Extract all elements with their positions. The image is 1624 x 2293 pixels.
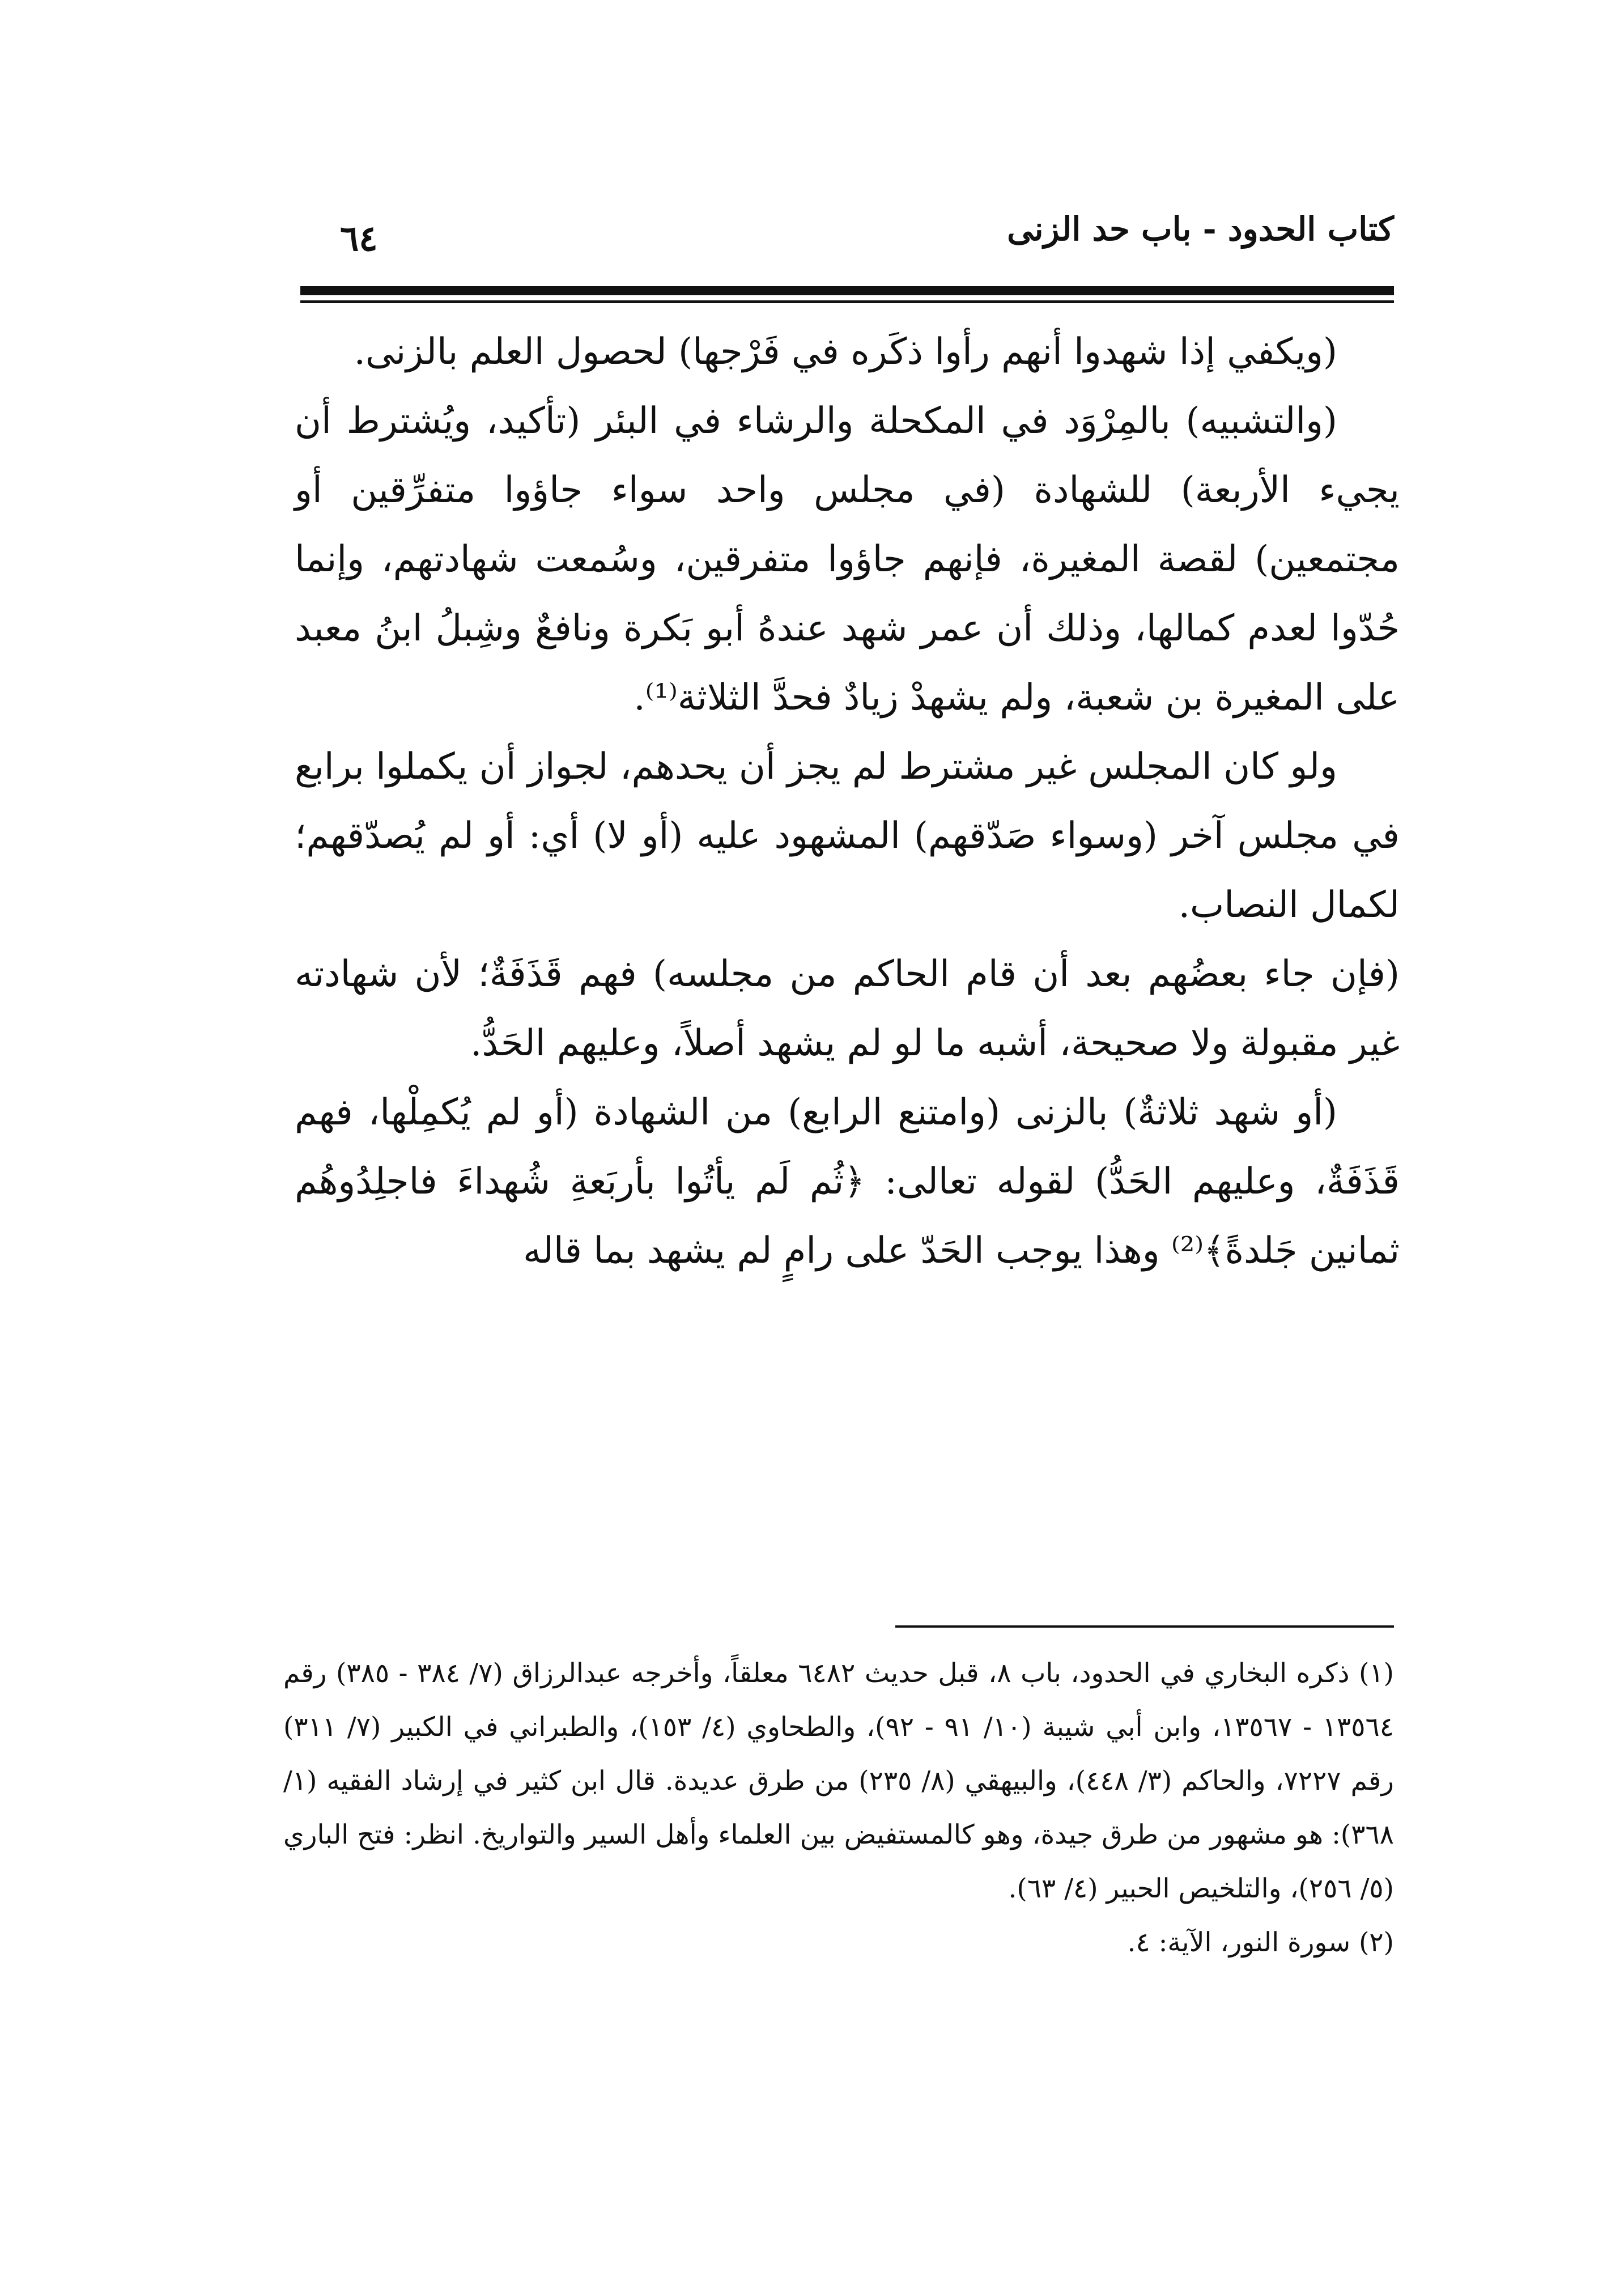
running-header (300, 210, 1394, 272)
header-rule-thin (300, 300, 1394, 303)
header-title: كتاب الحدود - باب حد الزنى (1007, 210, 1394, 248)
footnote: (٢) سورة النور، الآية: ٤. (1127, 1927, 1394, 1958)
paragraph: (والتشبيه) بالمِرْوَد في المكحلة والرشاء في البئر (تأكيد، ويُشترط أن يجيء الأربعة) للشهادة (في مجلس واحد سواء جاؤوا متفرِّقين أو مجتمعين) لقصة المغيرة، فإنهم جاؤوا متفرقين، وسُمعت شهادتهم، وإنما حُدّوا لعدم كمالها، وذلك أن عمر شهد عندهُ أبو بَكرة ونافعٌ وشِبلُ ابنُ معبد على المغيرة بن شعبة، ولم يشهدْ زيادٌ فحدَّ الثلاثة⁽¹⁾. (295, 400, 1400, 719)
footnote: (١) ذكره البخاري في الحدود، باب ٨، قبل حديث ٦٤٨٢ معلقاً، وأخرجه عبدالرزاق (٧/ ٣٨٤ - ٣٨٥) رقم ١٣٥٦٤ - ١٣٥٦٧، وابن أبي شيبة (١٠/ ٩١ - ٩٢)، والطحاوي (٤/ ١٥٣)، والطبراني في الكبير (٧/ ٣١١) رقم ٧٢٢٧، والحاكم (٣/ ٤٤٨)، والبيهقي (٨/ ٢٣٥) من طرق عديدة. قال ابن كثير في إرشاد الفقيه (١/ ٣٦٨): هو مشهور من طرق جيدة، وهو كالمستفيض بين العلماء وأهل السير والتواريخ. انظر: فتح الباري (٥/ ٢٥٦)، والتلخيص الحبير (٤/ ٦٣). (283, 1658, 1395, 1904)
footnote-separator (895, 1625, 1394, 1628)
paragraph: (أو شهد ثلاثةٌ) بالزنى (وامتنع الرابع) من الشهادة (أو لم يُكمِلْها، فهم قَذَفَةٌ، وعليهم الحَدُّ) لقوله تعالى: ﴿ثُم لَم يأتُوا بأربَعةِ شُهداءَ فاجلِدُوهُم ثمانين جَلدةً﴾⁽²⁾ وهذا يوجب الحَدّ على رامٍ لم يشهد بما قاله (295, 1092, 1400, 1272)
paragraph: (فإن جاء بعضُهم بعد أن قام الحاكم من مجلسه) فهم قَذَفَةٌ؛ لأن شهادته غير مقبولة ولا صحيحة، أشبه ما لو لم يشهد أصلاً، وعليهم الحَدُّ. (295, 953, 1400, 1064)
paragraph: (ويكفي إذا شهدوا أنهم رأوا ذكَره في فَرْجها) لحصول العلم بالزنى. (354, 331, 1337, 373)
paragraph: ولو كان المجلس غير مشترط لم يجز أن يحدهم، لجواز أن يكملوا برابع في مجلس آخر (وسواء صَدّقهم) المشهود عليه (أو لا) أي: أو لم يُصدّقهم؛ لكمال النصاب. (295, 746, 1400, 926)
page-number: ٦٤ (340, 218, 378, 259)
main-text (295, 317, 1400, 1285)
footnotes (283, 1646, 1394, 1969)
header-rule-thick (300, 286, 1394, 295)
